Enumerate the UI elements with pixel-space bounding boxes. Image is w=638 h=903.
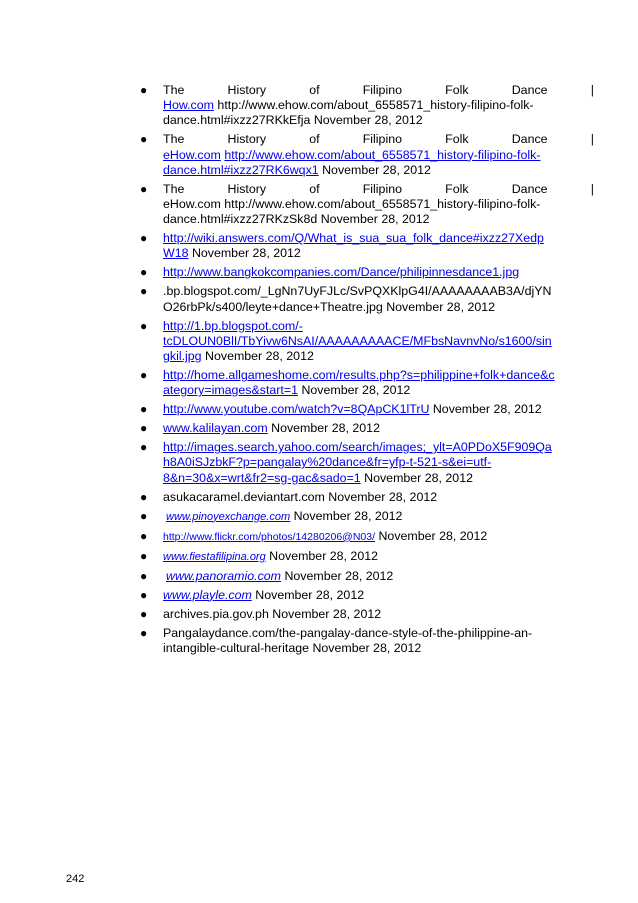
bullet-icon: ● — [140, 508, 148, 523]
reference-item — [126, 626, 594, 656]
reference-link[interactable]: www.kalilayan.com — [163, 421, 268, 436]
reference-item — [126, 132, 594, 178]
reference-link[interactable]: http://wiki.answers.com/Q/What_is_sua_sua_folk_dance#ixzz27Xedp — [163, 231, 544, 246]
access-date: November 28, 2012 — [293, 508, 403, 523]
reference-text: archives.pia.gov.ph November 28, 2012 — [163, 606, 382, 621]
page-number: 242 — [66, 873, 85, 885]
reference-item — [126, 231, 594, 261]
title-word: Dance — [511, 181, 548, 196]
access-date: November 28, 2012 — [301, 383, 411, 398]
reference-item — [126, 319, 594, 365]
title-word: Filipino — [362, 132, 402, 147]
title-word: | — [590, 132, 594, 147]
reference-link[interactable]: gkil.jpg — [163, 349, 202, 364]
bullet-icon: ● — [140, 265, 148, 280]
reference-url: dance.html#ixzz27RKzSk8d — [163, 212, 318, 227]
reference-text: Pangalaydance.com/the-pangalay-dance-style-of-the-philippine-an- — [163, 625, 533, 640]
reference-item — [126, 607, 594, 622]
title-word: History — [227, 132, 267, 147]
title-word: of — [309, 83, 320, 97]
bullet-icon: ● — [140, 528, 148, 543]
reference-item — [126, 549, 594, 565]
access-date: November 28, 2012 — [322, 162, 431, 177]
bullet-icon: ● — [140, 368, 148, 383]
reference-item — [126, 83, 594, 129]
title-word: The — [163, 181, 185, 196]
bullet-icon: ● — [140, 587, 148, 602]
title-word: Dance — [511, 83, 548, 97]
title-word: History — [227, 181, 267, 196]
reference-link[interactable]: http://1.bp.blogspot.com/- — [163, 318, 303, 333]
reference-title-line — [163, 83, 594, 98]
reference-item — [126, 569, 594, 584]
reference-link[interactable]: http://www.bangkokcompanies.com/Dance/philipinnesdance1.jpg — [163, 265, 520, 280]
reference-link[interactable]: h8A0iSJzbkF?p=pangalay%20dance&fr=yfp-t-521-s&ei=utf- — [163, 455, 492, 470]
title-word: Dance — [511, 132, 548, 147]
access-date: November 28, 2012 — [191, 246, 301, 261]
reference-url: .bp.blogspot.com/_LgNn7UyFJLc/SvPQXKlpG4I/AAAAAAAAB3A/djYN — [163, 284, 552, 299]
reference-link[interactable]: www.fiestafilipina.org — [163, 550, 266, 563]
title-word: The — [163, 132, 185, 147]
bullet-icon: ● — [140, 83, 148, 97]
reference-link[interactable]: http://www.ehow.com/about_6558571_history-filipino-folk- — [224, 147, 541, 162]
access-date: November 28, 2012 — [255, 587, 365, 602]
reference-url: O26rbPk/s400/leyte+dance+Theatre.jpg — [163, 299, 383, 314]
reference-link[interactable]: http://www.youtube.com/watch?v=8QApCK1lTrU — [163, 402, 430, 417]
title-word: The — [163, 83, 185, 97]
reference-link[interactable]: ategory=images&start=1 — [163, 383, 298, 398]
reference-text: intangible-cultural-heritage November 28, 2012 — [163, 640, 422, 655]
bullet-icon: ● — [140, 568, 148, 583]
reference-title-line — [163, 132, 594, 147]
title-word: History — [227, 83, 267, 97]
bullet-icon: ● — [140, 489, 148, 504]
reference-item — [126, 368, 594, 398]
access-date: November 28, 2012 — [205, 349, 314, 364]
reference-link[interactable]: eHow.com — [163, 147, 221, 162]
bullet-icon: ● — [140, 284, 148, 299]
reference-item — [126, 440, 594, 486]
reference-item — [126, 529, 594, 545]
reference-item — [126, 402, 594, 417]
reference-link[interactable]: www.panoramio.com — [166, 568, 282, 583]
title-word: Filipino — [362, 83, 402, 97]
reference-link[interactable]: dance.html#ixzz27RK6wqx1 — [163, 162, 319, 177]
access-date: November 28, 2012 — [364, 470, 473, 485]
reference-link[interactable]: How.com — [163, 98, 214, 113]
title-word: | — [590, 181, 594, 196]
reference-item — [126, 509, 594, 525]
title-word: Folk — [445, 132, 469, 147]
access-date: November 28, 2012 — [432, 402, 542, 417]
bullet-icon: ● — [140, 231, 148, 246]
bullet-icon: ● — [140, 318, 148, 333]
bullet-icon: ● — [140, 606, 148, 621]
access-date: November 28, 2012 — [386, 299, 496, 314]
reference-link[interactable]: www.pinoyexchange.com — [166, 510, 291, 523]
bullet-icon: ● — [140, 440, 148, 455]
reference-item — [126, 588, 594, 603]
reference-url: http://www.ehow.com/about_6558571_history-filipino-folk- — [217, 98, 534, 113]
reference-item — [126, 421, 594, 436]
reference-url: dance.html#ixzz27RKkEfja — [163, 113, 311, 128]
title-word: Folk — [445, 83, 469, 97]
bullet-icon: ● — [140, 181, 148, 196]
title-word: | — [590, 83, 594, 97]
reference-item — [126, 182, 594, 228]
reference-link[interactable]: http://home.allgameshome.com/results.php?s=philippine+folk+dance&c — [163, 368, 555, 383]
reference-item — [126, 265, 594, 280]
reference-link[interactable]: tcDLOUN0BlI/TbYivw6NsAI/AAAAAAAAACE/MFbsNavnvNo/s1600/sin — [163, 333, 552, 348]
bullet-icon: ● — [140, 548, 148, 563]
access-date: November 28, 2012 — [269, 548, 379, 563]
access-date: November 28, 2012 — [284, 568, 394, 583]
reference-link[interactable]: www.playle.com — [163, 587, 252, 602]
reference-link[interactable]: 8&n=30&x=wrt&fr2=sg-gac&sado=1 — [163, 470, 361, 485]
access-date: November 28, 2012 — [313, 113, 423, 128]
bullet-icon: ● — [140, 625, 148, 640]
reference-url: eHow.com http://www.ehow.com/about_6558571_history-filipino-folk- — [163, 197, 541, 212]
bullet-icon: ● — [140, 132, 148, 147]
reference-link[interactable]: W18 — [163, 246, 189, 261]
access-date: November 28, 2012 — [271, 421, 380, 436]
reference-title-line — [163, 182, 594, 197]
reference-item — [126, 490, 594, 505]
access-date: November 28, 2012 — [320, 212, 430, 227]
reference-link[interactable]: http://www.flickr.com/photos/14280206@N03/ — [163, 530, 376, 543]
title-word: Folk — [445, 181, 469, 196]
reference-item — [126, 284, 594, 314]
title-word: Filipino — [362, 181, 402, 196]
bullet-icon: ● — [140, 402, 148, 417]
reference-list — [126, 83, 594, 660]
access-date: November 28, 2012 — [378, 528, 488, 543]
title-word: of — [309, 181, 320, 196]
reference-link[interactable]: http://images.search.yahoo.com/search/images;_ylt=A0PDoX5F909Qa — [163, 440, 552, 455]
title-word: of — [309, 132, 320, 147]
bullet-icon: ● — [140, 421, 148, 436]
reference-text: asukacaramel.deviantart.com November 28, 2012 — [163, 489, 438, 504]
